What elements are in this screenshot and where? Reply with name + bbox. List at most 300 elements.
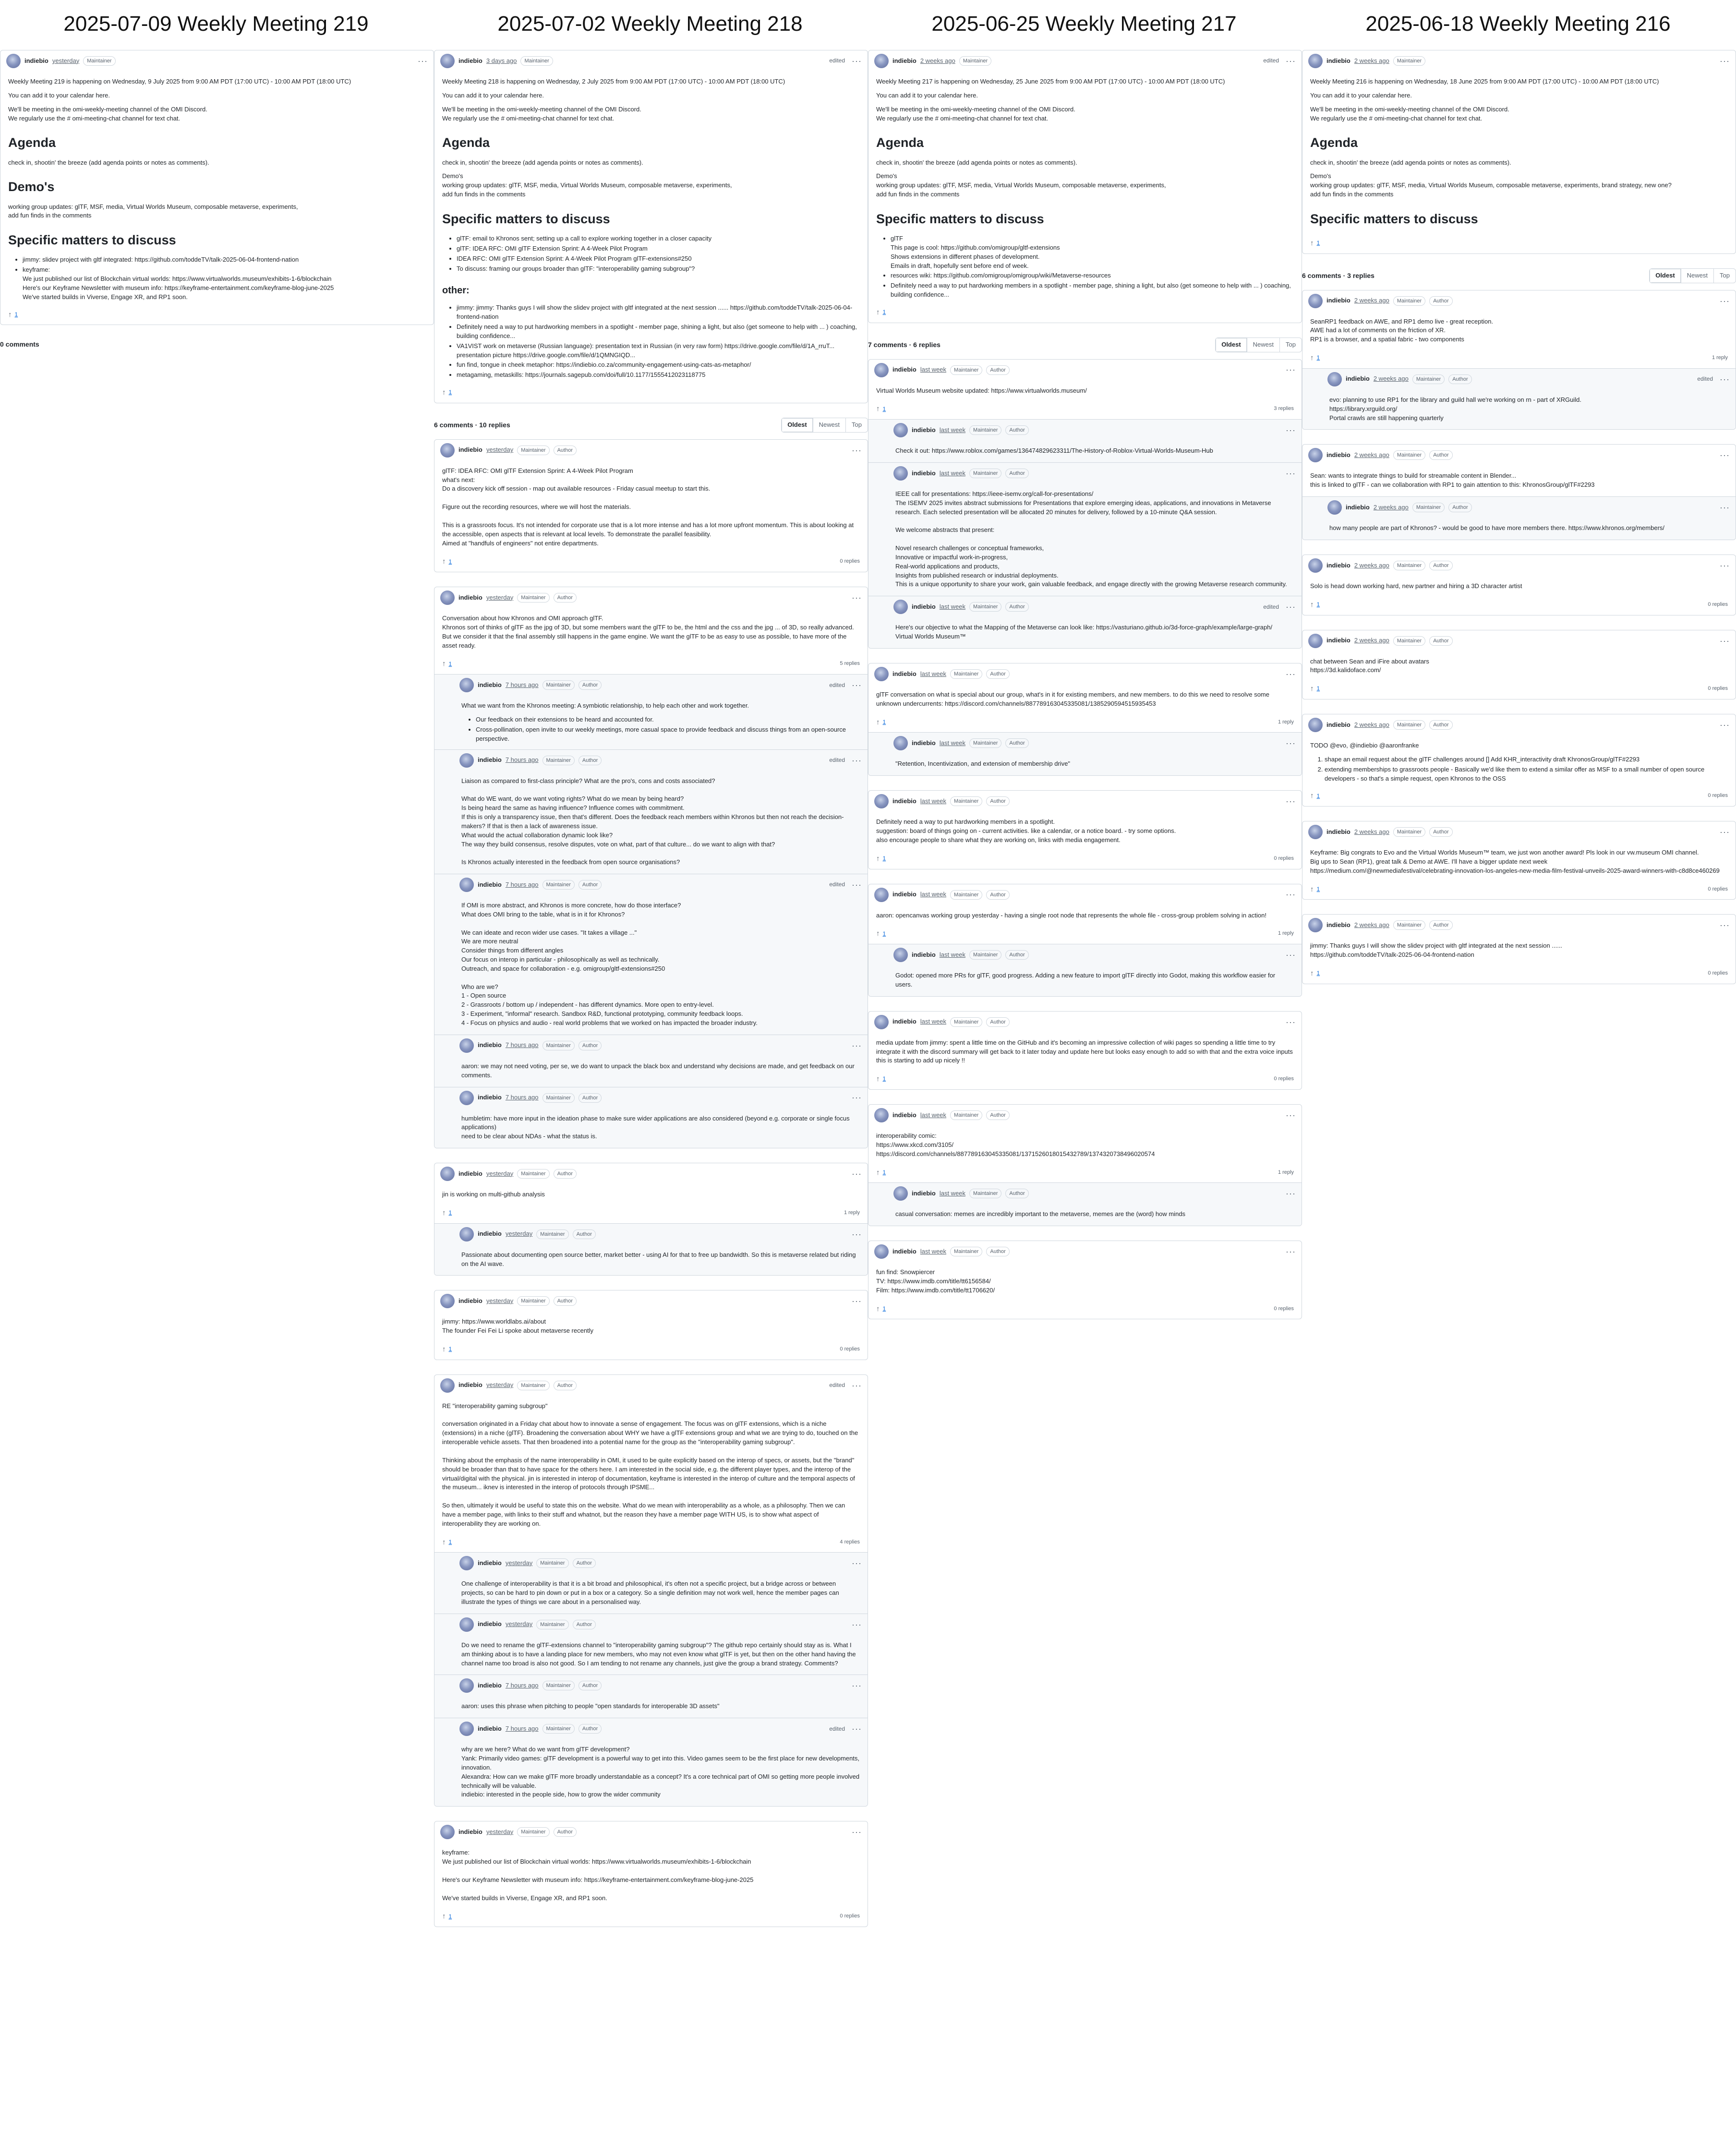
author-name[interactable]: indiebio — [1326, 721, 1350, 728]
edited-dropdown[interactable]: edited — [829, 756, 845, 763]
more-options-icon[interactable]: ··· — [1720, 636, 1730, 646]
avatar[interactable] — [874, 1244, 889, 1259]
timestamp[interactable]: 2 weeks ago — [1354, 57, 1389, 64]
edited-dropdown[interactable]: edited — [829, 681, 845, 688]
reply-count: 0 replies — [1708, 686, 1728, 692]
reply-count: 1 reply — [844, 1209, 860, 1216]
more-options-icon[interactable]: ··· — [1286, 425, 1296, 435]
upvote-icon[interactable]: ↑ — [442, 1538, 446, 1546]
more-options-icon[interactable]: ··· — [1286, 56, 1296, 66]
avatar[interactable] — [6, 54, 21, 68]
comment — [1302, 821, 1736, 900]
reply — [1302, 496, 1736, 540]
more-options-icon[interactable]: ··· — [1720, 920, 1730, 930]
maintainer-badge: Maintainer — [1393, 827, 1425, 837]
reply-count: 0 replies — [1708, 886, 1728, 892]
upvote-count[interactable]: 1 — [1316, 601, 1320, 608]
timestamp[interactable]: yesterday — [486, 446, 514, 454]
author-name[interactable]: indiebio — [458, 446, 482, 454]
more-options-icon[interactable]: ··· — [1720, 374, 1730, 384]
upvote-icon[interactable]: ↑ — [442, 660, 446, 668]
more-options-icon[interactable]: ··· — [1286, 890, 1296, 900]
more-options-icon[interactable]: ··· — [852, 1296, 862, 1306]
comments-bar — [868, 337, 1302, 352]
avatar[interactable] — [440, 54, 455, 68]
sort-oldest-button[interactable]: Oldest — [1650, 269, 1680, 283]
more-options-icon[interactable]: ··· — [852, 1380, 862, 1390]
more-options-icon[interactable]: ··· — [1286, 1247, 1296, 1257]
reply — [434, 1035, 868, 1087]
timestamp[interactable]: 2 weeks ago — [1354, 297, 1389, 304]
reply-text: why are we here? What do we want from glTF development? Yank: Primarily video games: glTF development is a powerful way to get into this. Video games seem to be the first place for new developments, innovation. Alexandra: How can we make glTF more broadly understandable as a concept? It's a core technical part of OMI so getting more people involved technically will be valuable. indiebio: interested in the people side, how to grow the wider community — [461, 1746, 860, 1798]
list-item: • metagaming, metaskills: https://journals.sagepub.com/doi/full/10.1177/1555412023118775 — [457, 371, 860, 380]
avatar[interactable] — [1308, 718, 1323, 732]
author-name[interactable]: indiebio — [478, 1559, 502, 1567]
upvote-count[interactable]: 1 — [882, 309, 886, 316]
reply-text: If OMI is more abstract, and Khronos is more concrete, how do those interface? What does OMI bring to the table, what is in it for Khronos? We can ideate and recon wider use cases. "It takes a village ..." We are more neutral Consider things from different angles Our focus on interop in particular - philosophically as well as technically. Outreach, and space for collaboration - e.g. omigroup/gltf-extensions#250 Who are we? 1 - Open source 2 - Grassroots / bottom up / independent - has different dynamics. More open to entry-level. 3 - Experiment, "informal" research. Sandbox R&D, functional prototyping, community feedback loops. 4 - Focus on physics and audio - real world problems that we worked on has impacted the broader industry. — [461, 902, 758, 1026]
avatar[interactable] — [440, 1825, 455, 1839]
reply-text: how many people are part of Khronos? - would be good to have more members there. https://www.khronos.org/members/ — [1329, 524, 1665, 532]
timestamp[interactable]: last week — [939, 1189, 966, 1197]
comment-text: Sean: wants to integrate things to build for streamable content in Blender... this is linked to glTF - can we collaboration with RP1 to gain attention to this: KhronosGroup/glTF#2293 — [1310, 472, 1595, 489]
author-name[interactable]: indiebio — [458, 1169, 482, 1177]
reply-count: 0 replies — [1274, 1305, 1294, 1312]
author-name[interactable]: indiebio — [1346, 503, 1370, 511]
more-options-icon[interactable]: ··· — [1286, 738, 1296, 748]
upvote-icon[interactable]: ↑ — [1310, 685, 1314, 693]
timestamp[interactable]: last week — [939, 426, 966, 434]
author-name[interactable]: indiebio — [892, 797, 916, 805]
maintainer-badge: Maintainer — [969, 469, 1001, 478]
edited-dropdown[interactable]: edited — [829, 57, 845, 64]
author-name[interactable]: indiebio — [892, 1018, 916, 1025]
author-name[interactable]: indiebio — [1326, 57, 1350, 64]
author-name[interactable]: indiebio — [478, 1094, 502, 1101]
avatar[interactable] — [440, 590, 455, 605]
more-options-icon[interactable]: ··· — [1286, 602, 1296, 612]
avatar[interactable] — [459, 1038, 474, 1053]
discussion-post — [868, 50, 1302, 323]
author-name[interactable]: indiebio — [478, 1230, 502, 1238]
avatar[interactable] — [893, 600, 908, 614]
maintainer-badge: Maintainer — [536, 1558, 568, 1568]
author-name[interactable]: indiebio — [912, 739, 936, 747]
timestamp[interactable]: yesterday — [52, 57, 80, 64]
column-title-218: 2025-07-02 Weekly Meeting 218 — [497, 12, 803, 36]
author-name[interactable]: indiebio — [912, 426, 936, 434]
author-name[interactable]: indiebio — [478, 1724, 502, 1732]
author-name[interactable]: indiebio — [892, 1111, 916, 1119]
author-name[interactable]: indiebio — [1326, 828, 1350, 835]
sort-top-button[interactable]: Top — [1279, 338, 1302, 352]
upvote-icon[interactable]: ↑ — [876, 929, 880, 938]
upvote-icon[interactable]: ↑ — [8, 310, 12, 319]
edited-dropdown[interactable]: edited — [829, 881, 845, 888]
maintainer-badge: Maintainer — [520, 56, 553, 66]
avatar[interactable] — [459, 1227, 474, 1241]
sort-oldest-button[interactable]: Oldest — [1216, 338, 1246, 352]
author-name[interactable]: indiebio — [1326, 637, 1350, 644]
upvote-count[interactable]: 1 — [1316, 685, 1320, 692]
timestamp[interactable]: 2 weeks ago — [1354, 451, 1389, 459]
timestamp[interactable]: 2 weeks ago — [1354, 561, 1389, 569]
upvote-count[interactable]: 1 — [882, 1075, 886, 1083]
author-badge: Author — [573, 1229, 596, 1239]
upvote-icon[interactable]: ↑ — [1310, 792, 1314, 800]
upvote-icon[interactable]: ↑ — [442, 1912, 446, 1921]
author-badge: Author — [573, 1558, 596, 1568]
upvote-count[interactable]: 1 — [882, 718, 886, 725]
timestamp[interactable]: yesterday — [486, 1297, 514, 1304]
timestamp[interactable]: 2 weeks ago — [1354, 637, 1389, 644]
reply-text: casual conversation: memes are incredibly important to the metaverse, memes are the (word) how minds — [895, 1210, 1186, 1218]
timestamp[interactable]: last week — [939, 739, 966, 747]
upvote-count[interactable]: 1 — [1316, 885, 1320, 892]
author-name[interactable]: indiebio — [892, 366, 916, 374]
avatar[interactable] — [874, 667, 889, 681]
more-options-icon[interactable]: ··· — [418, 56, 428, 66]
timestamp[interactable]: 7 hours ago — [505, 756, 539, 764]
more-options-icon[interactable]: ··· — [1720, 296, 1730, 306]
upvote-icon[interactable]: ↑ — [876, 854, 880, 863]
timestamp[interactable]: last week — [920, 670, 947, 677]
author-badge: Author — [1005, 1189, 1028, 1198]
reply — [434, 674, 868, 749]
heading-agenda: Agenda — [8, 135, 56, 150]
timestamp[interactable]: 7 hours ago — [505, 880, 539, 888]
upvote-count[interactable]: 1 — [448, 558, 452, 565]
timestamp[interactable]: 2 weeks ago — [1354, 921, 1389, 928]
more-options-icon[interactable]: ··· — [852, 1724, 862, 1734]
reply-text: humbletim: have more input in the ideation phase to make sure wider applications are also considered (beyond e.g. corporate or single focus applications) need to be clear about NDAs - what the status is. — [461, 1114, 850, 1140]
upvote-icon[interactable]: ↑ — [876, 1168, 880, 1177]
comments-bar — [434, 418, 868, 433]
upvote-count[interactable]: 1 — [1316, 792, 1320, 799]
more-options-icon[interactable]: ··· — [1286, 1189, 1296, 1199]
timestamp[interactable]: 7 hours ago — [505, 681, 539, 688]
avatar[interactable] — [440, 1167, 455, 1181]
upvote-count[interactable]: 1 — [882, 1305, 886, 1312]
more-options-icon[interactable]: ··· — [852, 445, 862, 455]
timestamp[interactable]: 3 days ago — [486, 57, 517, 64]
avatar[interactable] — [459, 1722, 474, 1736]
comment-text: TODO @evo, @indiebio @aaronfranke — [1310, 742, 1419, 749]
avatar[interactable] — [874, 1015, 889, 1029]
more-options-icon[interactable]: ··· — [1286, 468, 1296, 478]
avatar[interactable] — [893, 1186, 908, 1201]
timestamp[interactable]: last week — [939, 603, 966, 610]
timestamp[interactable]: 7 hours ago — [505, 1041, 539, 1049]
avatar[interactable] — [459, 1678, 474, 1693]
avatar[interactable] — [1308, 918, 1323, 932]
upvote-icon[interactable]: ↑ — [442, 1208, 446, 1217]
avatar[interactable] — [1308, 294, 1323, 308]
author-badge: Author — [1429, 827, 1452, 837]
timestamp[interactable]: last week — [920, 366, 947, 374]
author-name[interactable]: indiebio — [24, 57, 48, 64]
author-name[interactable]: indiebio — [478, 1041, 502, 1049]
more-options-icon[interactable]: ··· — [1286, 796, 1296, 807]
upvote-icon[interactable]: ↑ — [876, 718, 880, 726]
more-options-icon[interactable]: ··· — [852, 880, 862, 890]
edited-dropdown[interactable]: edited — [829, 1382, 845, 1389]
upvote-icon[interactable]: ↑ — [1310, 885, 1314, 893]
author-badge: Author — [986, 365, 1009, 375]
upvote-icon[interactable]: ↑ — [876, 1304, 880, 1313]
author-name[interactable]: indiebio — [1326, 297, 1350, 304]
more-options-icon[interactable]: ··· — [1720, 450, 1730, 460]
avatar[interactable] — [440, 1294, 455, 1308]
reply-count: 0 replies — [1274, 855, 1294, 861]
author-badge: Author — [1005, 950, 1028, 960]
post-text: check in, shootin' the breeze (add agenda points or notes as comments). — [876, 158, 1077, 166]
author-name[interactable]: indiebio — [892, 1247, 916, 1255]
timestamp[interactable]: 2 weeks ago — [1373, 503, 1409, 511]
avatar[interactable] — [459, 753, 474, 768]
more-options-icon[interactable]: ··· — [1720, 560, 1730, 570]
avatar[interactable] — [874, 54, 889, 68]
sort-newest-button[interactable]: Newest — [813, 418, 845, 432]
avatar[interactable] — [459, 678, 474, 692]
upvote-count[interactable]: 1 — [1316, 970, 1320, 977]
timestamp[interactable]: 2 weeks ago — [1354, 828, 1389, 835]
avatar[interactable] — [874, 888, 889, 902]
upvote-count[interactable]: 1 — [448, 660, 452, 667]
author-name[interactable]: indiebio — [912, 951, 936, 958]
maintainer-badge: Maintainer — [1393, 636, 1425, 646]
timestamp[interactable]: last week — [920, 891, 947, 898]
avatar[interactable] — [874, 794, 889, 808]
avatar[interactable] — [893, 466, 908, 481]
timestamp[interactable]: 2 weeks ago — [1373, 375, 1409, 383]
comment — [868, 1011, 1302, 1090]
more-options-icon[interactable]: ··· — [852, 1558, 862, 1568]
upvote-count[interactable]: 1 — [882, 930, 886, 937]
reply — [434, 1552, 868, 1614]
heading-agenda: Agenda — [1310, 135, 1358, 150]
avatar[interactable] — [1308, 448, 1323, 462]
more-options-icon[interactable]: ··· — [852, 1040, 862, 1050]
list-item: • VA1VIST work on metaverse (Russian language): presentation text in Russian (in very raw form) https://drive.google.com/file/d/1A_rruT... presentation picture https://drive.google.com/file/d/1QMNGIQD... — [457, 342, 860, 360]
reply-text: Passionate about documenting open source better, market better - using AI for that to free up bandwidth. So this is metaverse related but riding on the AI wave. — [461, 1251, 856, 1267]
comment-text: SeanRP1 feedback on AWE, and RP1 demo live - great reception. AWE had a lot of comments on the friction of XR. RP1 is a browser, and a spatial fabric - two components — [1310, 317, 1494, 343]
more-options-icon[interactable]: ··· — [1286, 950, 1296, 960]
author-name[interactable]: indiebio — [478, 756, 502, 764]
avatar[interactable] — [1308, 634, 1323, 648]
upvote-count[interactable]: 1 — [448, 389, 452, 396]
edited-dropdown[interactable]: edited — [1263, 603, 1279, 610]
upvote-count[interactable]: 1 — [448, 1913, 452, 1920]
reply-count: 1 reply — [1712, 355, 1728, 361]
author-name[interactable]: indiebio — [892, 670, 916, 677]
upvote-icon[interactable]: ↑ — [442, 388, 446, 397]
upvote-count[interactable]: 1 — [448, 1346, 452, 1353]
upvote-icon[interactable]: ↑ — [876, 405, 880, 413]
upvote-icon[interactable]: ↑ — [876, 308, 880, 316]
avatar[interactable] — [1308, 558, 1323, 573]
timestamp[interactable]: yesterday — [505, 1620, 533, 1628]
upvote-count[interactable]: 1 — [882, 1169, 886, 1176]
maintainer-badge: Maintainer — [542, 680, 575, 690]
comment-count: 0 comments — [0, 340, 39, 349]
more-options-icon[interactable]: ··· — [852, 755, 862, 765]
post-text: Demo's working group updates: glTF, MSF, media, Virtual Worlds Museum, composable metaverse, experiments, brand strategy, new one? add fun finds in the comments — [1310, 172, 1672, 198]
post-text: Demo's working group updates: glTF, MSF, media, Virtual Worlds Museum, composable metaverse, experiments, add fun finds in the comments — [442, 172, 732, 198]
more-options-icon[interactable]: ··· — [1286, 365, 1296, 375]
more-options-icon[interactable]: ··· — [852, 1619, 862, 1629]
upvote-count[interactable]: 1 — [448, 1538, 452, 1545]
author-badge: Author — [554, 1169, 577, 1179]
more-options-icon[interactable]: ··· — [1286, 1017, 1296, 1027]
avatar[interactable] — [893, 423, 908, 437]
timestamp[interactable]: last week — [939, 951, 966, 958]
author-name[interactable]: indiebio — [912, 603, 936, 610]
avatar[interactable] — [1327, 372, 1342, 386]
maintainer-badge: Maintainer — [1393, 561, 1425, 570]
upvote-count[interactable]: 1 — [448, 1209, 452, 1217]
more-options-icon[interactable]: ··· — [852, 680, 862, 690]
avatar[interactable] — [874, 1108, 889, 1122]
timestamp[interactable]: yesterday — [505, 1230, 533, 1238]
more-options-icon[interactable]: ··· — [852, 1681, 862, 1691]
timestamp[interactable]: yesterday — [505, 1559, 533, 1567]
author-name[interactable]: indiebio — [478, 681, 502, 688]
sort-newest-button[interactable]: Newest — [1681, 269, 1713, 283]
reply — [434, 1718, 868, 1806]
timestamp[interactable]: yesterday — [486, 1828, 514, 1835]
author-name[interactable]: indiebio — [1326, 921, 1350, 928]
avatar[interactable] — [459, 1556, 474, 1570]
author-name[interactable]: indiebio — [458, 1381, 482, 1389]
avatar[interactable] — [459, 1617, 474, 1632]
reply — [434, 1087, 868, 1148]
sort-newest-button[interactable]: Newest — [1247, 338, 1279, 352]
avatar[interactable] — [893, 948, 908, 962]
avatar[interactable] — [1308, 825, 1323, 839]
edited-dropdown[interactable]: edited — [1263, 57, 1279, 64]
timestamp[interactable]: last week — [920, 1247, 947, 1255]
avatar[interactable] — [1327, 500, 1342, 515]
more-options-icon[interactable]: ··· — [1286, 669, 1296, 679]
timestamp[interactable]: last week — [920, 1111, 947, 1119]
upvote-count[interactable]: 1 — [14, 311, 18, 318]
author-name[interactable]: indiebio — [458, 593, 482, 601]
list-item[interactable]: • IDEA RFC: OMI glTF Extension Sprint: A 4-Week Pilot Program glTF-extensions#250 — [457, 254, 860, 264]
more-options-icon[interactable]: ··· — [852, 1093, 862, 1103]
more-options-icon[interactable]: ··· — [1720, 56, 1730, 66]
upvote-count[interactable]: 1 — [882, 855, 886, 862]
reply-count: 0 replies — [840, 558, 860, 565]
upvote-icon[interactable]: ↑ — [1310, 239, 1314, 248]
more-options-icon[interactable]: ··· — [852, 1229, 862, 1239]
post-text: You can add it to your calendar here. — [442, 91, 544, 99]
sort-oldest-button[interactable]: Oldest — [782, 418, 812, 432]
author-badge: Author — [579, 1681, 602, 1690]
more-options-icon[interactable]: ··· — [852, 593, 862, 603]
post-text: Weekly Meeting 218 is happening on Wednesday, 2 July 2025 from 9:00 AM PDT (17:00 UTC) - 10:00 AM PDT (18:00 UTC) — [442, 78, 785, 85]
more-options-icon[interactable]: ··· — [852, 1827, 862, 1837]
avatar[interactable] — [440, 443, 455, 458]
maintainer-badge: Maintainer — [1393, 720, 1425, 730]
timestamp[interactable]: 7 hours ago — [505, 1724, 539, 1732]
timestamp[interactable]: yesterday — [486, 1381, 514, 1389]
avatar[interactable] — [893, 736, 908, 750]
upvote-count[interactable]: 1 — [1316, 240, 1320, 247]
author-name[interactable]: indiebio — [1346, 375, 1370, 383]
upvote-icon[interactable]: ↑ — [1310, 969, 1314, 978]
timestamp[interactable]: last week — [939, 469, 966, 477]
edited-dropdown[interactable]: edited — [1697, 375, 1713, 383]
sort-toggle — [781, 418, 868, 433]
edited-dropdown[interactable]: edited — [829, 1725, 845, 1732]
author-badge: Author — [554, 1296, 577, 1306]
sort-top-button[interactable]: Top — [1713, 269, 1736, 283]
author-badge: Author — [554, 593, 577, 603]
avatar[interactable] — [1308, 54, 1323, 68]
avatar[interactable] — [459, 1091, 474, 1105]
author-name[interactable]: indiebio — [912, 469, 936, 477]
more-options-icon[interactable]: ··· — [852, 56, 862, 66]
author-name[interactable]: indiebio — [912, 1189, 936, 1197]
more-options-icon[interactable]: ··· — [1720, 827, 1730, 837]
author-name[interactable]: indiebio — [1326, 451, 1350, 459]
upvote-icon[interactable]: ↑ — [442, 1345, 446, 1354]
more-options-icon[interactable]: ··· — [852, 1169, 862, 1179]
avatar[interactable] — [459, 878, 474, 892]
timestamp[interactable]: 2 weeks ago — [1354, 721, 1389, 728]
more-options-icon[interactable]: ··· — [1720, 720, 1730, 730]
author-name[interactable]: indiebio — [458, 1828, 482, 1835]
upvote-icon[interactable]: ↑ — [442, 557, 446, 566]
sort-top-button[interactable]: Top — [845, 418, 868, 432]
author-name[interactable]: indiebio — [458, 1297, 482, 1304]
author-name[interactable]: indiebio — [478, 880, 502, 888]
author-name[interactable]: indiebio — [892, 57, 916, 64]
timestamp[interactable]: last week — [920, 797, 947, 805]
upvote-icon[interactable]: ↑ — [1310, 354, 1314, 362]
more-options-icon[interactable]: ··· — [1286, 1110, 1296, 1121]
timestamp[interactable]: 7 hours ago — [505, 1094, 539, 1101]
avatar[interactable] — [874, 363, 889, 377]
author-name[interactable]: indiebio — [1326, 561, 1350, 569]
upvote-icon[interactable]: ↑ — [1310, 600, 1314, 609]
more-options-icon[interactable]: ··· — [1720, 503, 1730, 513]
reply-count: 5 replies — [840, 661, 860, 667]
timestamp[interactable]: yesterday — [486, 1169, 514, 1177]
timestamp[interactable]: yesterday — [486, 593, 514, 601]
avatar[interactable] — [440, 1378, 455, 1393]
author-name[interactable]: indiebio — [478, 1681, 502, 1689]
post-text: We'll be meeting in the omi-weekly-meeting channel of the OMI Discord. We regularly use the # omi-meeting-chat channel for text chat. — [442, 105, 641, 122]
author-name[interactable]: indiebio — [458, 57, 482, 64]
upvote-count[interactable]: 1 — [882, 405, 886, 412]
list-item[interactable]: • resources wiki: https://github.com/omigroup/omigroup/wiki/Metaverse-resources — [891, 271, 1294, 280]
comment — [434, 1290, 868, 1360]
reply — [434, 1614, 868, 1675]
list-item[interactable]: • jimmy: slidev project with gltf integrated: https://github.com/toddeTV/talk-2025-06-04-frontend-nation — [23, 255, 426, 265]
heading-agenda: Agenda — [876, 135, 924, 150]
post-text: check in, shootin' the breeze (add agenda points or notes as comments). — [442, 158, 643, 166]
timestamp[interactable]: last week — [920, 1018, 947, 1025]
upvote-icon[interactable]: ↑ — [876, 1075, 880, 1084]
timestamp[interactable]: 7 hours ago — [505, 1681, 539, 1689]
timestamp[interactable]: 2 weeks ago — [920, 57, 955, 64]
author-name[interactable]: indiebio — [478, 1620, 502, 1628]
upvote-count[interactable]: 1 — [1316, 354, 1320, 362]
heading-other: other: — [442, 285, 470, 296]
maintainer-badge: Maintainer — [517, 1296, 549, 1306]
author-name[interactable]: indiebio — [892, 891, 916, 898]
